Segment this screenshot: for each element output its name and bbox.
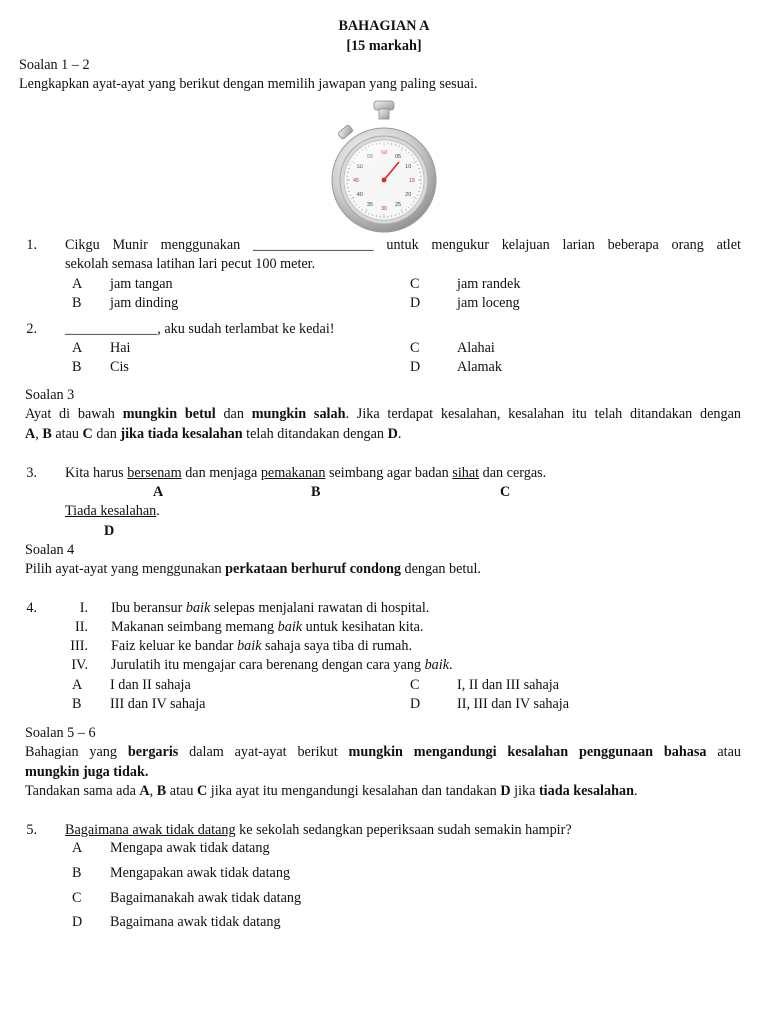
- q3-marker-c[interactable]: C: [500, 484, 511, 500]
- q1-text-line2: sekolah semasa latihan lari pecut 100 meter.: [65, 256, 316, 272]
- soalan-3-label: Soalan 3: [25, 387, 75, 403]
- q2-text: _____________, aku sudah terlambat ke kedai!: [65, 321, 335, 337]
- stopwatch-numeral: 45: [352, 178, 360, 184]
- q1-option-c-letter[interactable]: C: [410, 276, 420, 292]
- q4-number: 4.: [26, 600, 37, 616]
- q2-option-c-letter[interactable]: C: [410, 340, 420, 356]
- q4-option-d-letter[interactable]: D: [410, 696, 421, 712]
- soalan-4-label: Soalan 4: [25, 542, 75, 558]
- q1-option-b-letter[interactable]: B: [72, 295, 82, 311]
- q3-marker-d[interactable]: D: [104, 523, 115, 539]
- q5-option-c-letter[interactable]: C: [72, 890, 82, 906]
- stopwatch-numeral: 25: [394, 202, 402, 209]
- stopwatch-numeral: 15: [408, 178, 416, 184]
- q4-option-d-text[interactable]: II, III dan IV sahaja: [457, 696, 570, 712]
- q5-option-b-text[interactable]: Mengapakan awak tidak datang: [110, 865, 291, 881]
- q5-option-c-text[interactable]: Bagaimanakah awak tidak datang: [110, 890, 302, 906]
- q1-option-d-text[interactable]: jam loceng: [457, 295, 520, 311]
- q4-option-c-letter[interactable]: C: [410, 677, 420, 693]
- q2-option-c-text[interactable]: Alahai: [457, 340, 495, 356]
- soalan-5-6-label: Soalan 5 – 6: [25, 725, 96, 741]
- q4-item-text: Ibu beransur baik selepas menjalani rawatan di hospital.: [111, 600, 430, 616]
- soalan-1-2-instruction: Lengkapkan ayat-ayat yang berikut dengan memilih jawapan yang paling sesuai.: [19, 76, 478, 92]
- q4-item-text: Faiz keluar ke bandar baik sahaja saya tiba di rumah.: [111, 638, 412, 654]
- q4-item-text: Jurulatih itu mengajar cara berenang dengan cara yang baik.: [111, 657, 453, 673]
- q2-option-d-text[interactable]: Alamak: [457, 359, 502, 375]
- q4-option-c-text[interactable]: I, II dan III sahaja: [457, 677, 560, 693]
- soalan-3-instruction-line1: Ayat di bawah mungkin betul dan mungkin salah. Jika terdapat kesalahan, kesalahan itu telah ditandakan dengan: [25, 406, 741, 422]
- q2-option-a-text[interactable]: Hai: [110, 340, 131, 356]
- q2-option-b-letter[interactable]: B: [72, 359, 82, 375]
- q4-item-roman: III.: [70, 638, 88, 654]
- q3-no-error: Tiada kesalahan.: [65, 503, 160, 519]
- q5-text: Bagaimana awak tidak datang ke sekolah sedangkan peperiksaan sudah semakin hampir?: [65, 822, 572, 838]
- stopwatch-numeral: 30: [380, 206, 388, 212]
- q1-option-a-text[interactable]: jam tangan: [110, 276, 173, 292]
- soalan-5-6-instruction-line1: Bahagian yang bergaris dalam ayat-ayat berikut mungkin mengandungi kesalahan penggunaan bahasa atau: [25, 744, 741, 760]
- q4-option-b-letter[interactable]: B: [72, 696, 82, 712]
- q4-option-a-letter[interactable]: A: [72, 677, 83, 693]
- stopwatch-numeral: 55: [366, 153, 374, 160]
- stopwatch-numeral: 05: [394, 153, 402, 160]
- q1-text-line1: Cikgu Munir menggunakan _________________ untuk mengukur kelajuan larian beberapa orang atlet: [65, 237, 741, 253]
- q2-option-b-text[interactable]: Cis: [110, 359, 129, 375]
- q4-item-roman: II.: [75, 619, 88, 635]
- stopwatch-numeral: 10: [405, 164, 412, 170]
- q2-option-d-letter[interactable]: D: [410, 359, 421, 375]
- soalan-3-instruction-line2: A, B atau C dan jika tiada kesalahan telah ditandakan dengan D.: [25, 426, 402, 442]
- q3-marker-a[interactable]: A: [153, 484, 164, 500]
- soalan-1-2-label: Soalan 1 – 2: [19, 57, 90, 73]
- soalan-5-6-instruction-line2: mungkin juga tidak.: [25, 764, 149, 780]
- stopwatch-numeral: 40: [356, 192, 363, 198]
- q5-option-d-text[interactable]: Bagaimana awak tidak datang: [110, 914, 281, 930]
- q1-option-b-text[interactable]: jam dinding: [110, 295, 179, 311]
- section-title: BAHAGIAN A: [338, 18, 430, 34]
- q3-marker-b[interactable]: B: [311, 484, 321, 500]
- stopwatch-numeral: 20: [405, 192, 412, 198]
- section-marks: [15 markah]: [346, 38, 422, 54]
- q3-number: 3.: [26, 465, 37, 481]
- q4-option-b-text[interactable]: III dan IV sahaja: [110, 696, 206, 712]
- q1-option-a-letter[interactable]: A: [72, 276, 83, 292]
- q1-option-d-letter[interactable]: D: [410, 295, 421, 311]
- soalan-4-instruction: Pilih ayat-ayat yang menggunakan perkataan berhuruf condong dengan betul.: [25, 561, 481, 577]
- q5-number: 5.: [26, 822, 37, 838]
- q4-option-a-text[interactable]: I dan II sahaja: [110, 677, 191, 693]
- stopwatch-numeral: 60: [380, 150, 388, 156]
- q5-option-b-letter[interactable]: B: [72, 865, 82, 881]
- q5-option-a-letter[interactable]: A: [72, 840, 83, 856]
- q1-option-c-text[interactable]: jam randek: [457, 276, 521, 292]
- q4-item-roman: I.: [79, 600, 88, 616]
- q3-text: Kita harus bersenam dan menjaga pemakanan seimbang agar badan sihat dan cergas.: [65, 465, 547, 481]
- q5-option-a-text[interactable]: Mengapa awak tidak datang: [110, 840, 270, 856]
- q2-number: 2.: [26, 321, 37, 337]
- q4-item-roman: IV.: [71, 657, 88, 673]
- q2-option-a-letter[interactable]: A: [72, 340, 83, 356]
- stopwatch-image: [325, 98, 443, 234]
- q1-number: 1.: [26, 237, 37, 253]
- soalan-5-6-instruction-line3: Tandakan sama ada A, B atau C jika ayat itu mengandungi kesalahan dan tandakan D jika tiada kesalahan.: [25, 783, 638, 799]
- q4-item-text: Makanan seimbang memang baik untuk kesihatan kita.: [111, 619, 424, 635]
- stopwatch-numeral: 35: [366, 202, 374, 209]
- stopwatch-numeral: 50: [356, 164, 363, 170]
- q5-option-d-letter[interactable]: D: [72, 914, 83, 930]
